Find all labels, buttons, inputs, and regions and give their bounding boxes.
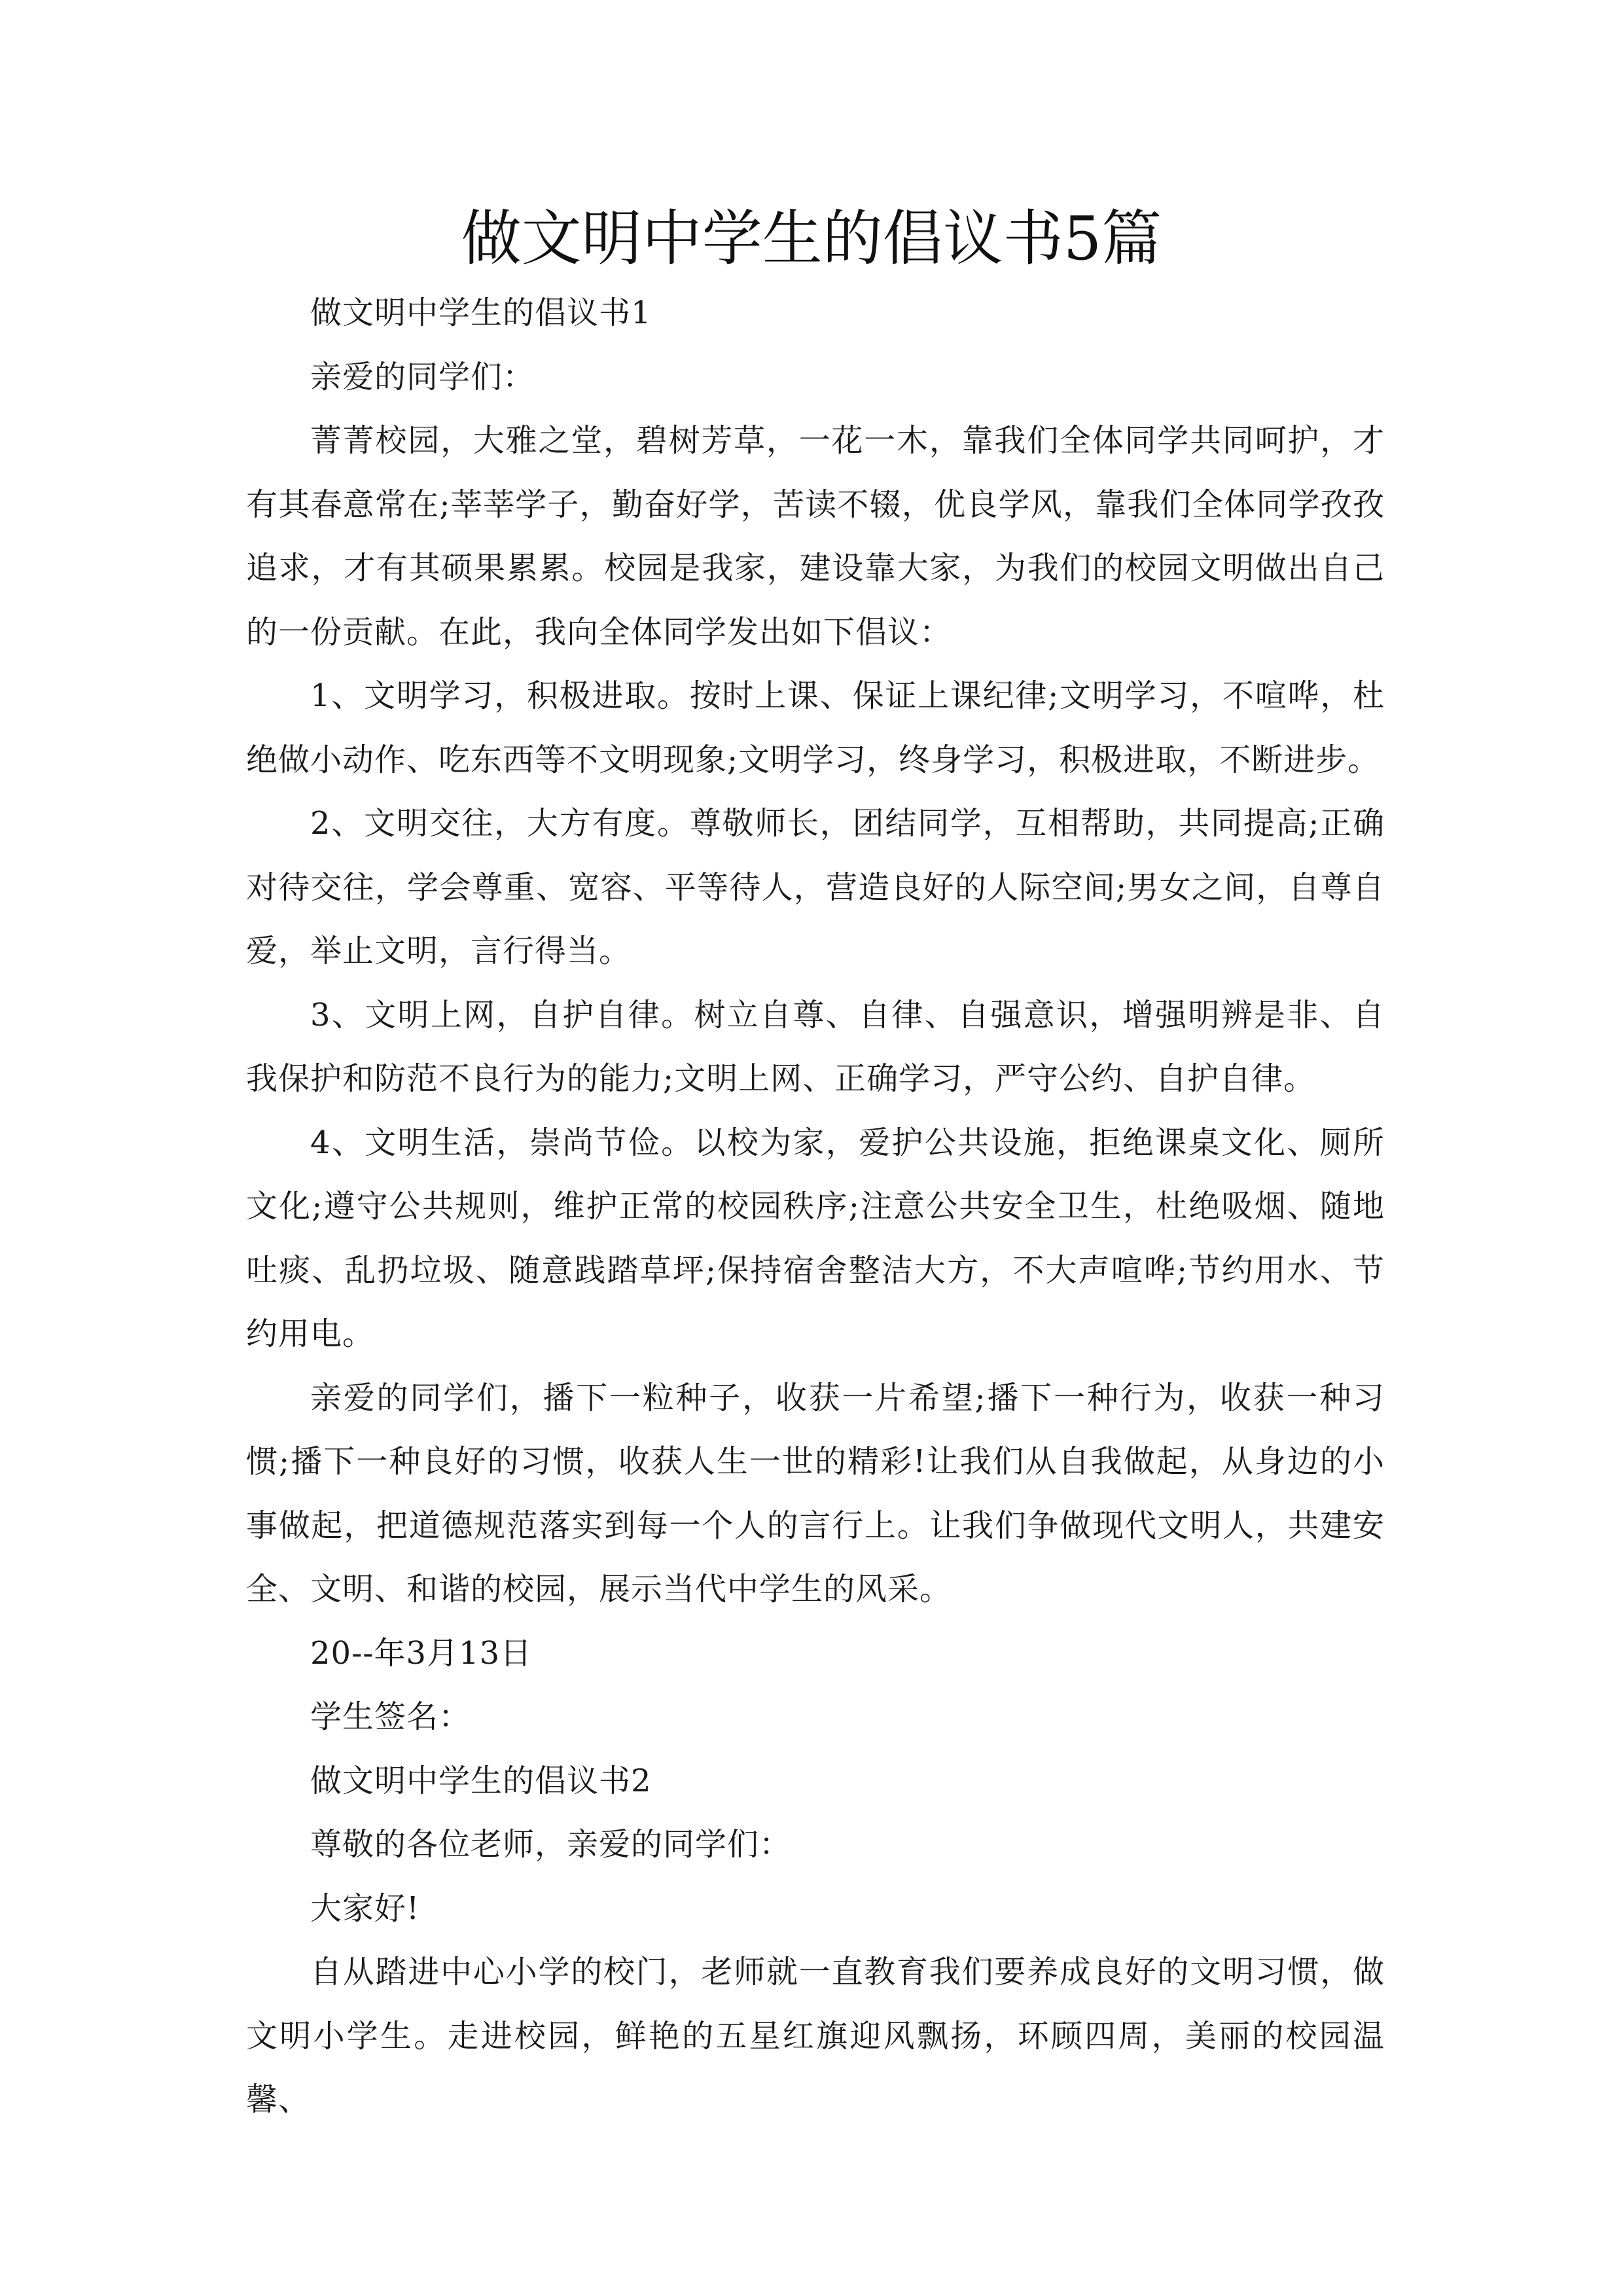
signature-line: 学生签名： (310, 1698, 471, 1735)
subheading-letter-1: 做文明中学生的倡议书1 (310, 295, 652, 331)
document-title: 做文明中学生的倡议书5篇 (461, 204, 1162, 274)
document-body (246, 281, 1385, 2132)
salutation-2: 尊敬的各位老师，亲爱的同学们： (310, 1826, 792, 1863)
subheading-letter-2: 做文明中学生的倡议书2 (310, 1762, 652, 1799)
proposal-item-1: 1、文明学习，积极进取。按时上课、保证上课纪律;文明学习，不喧哗，杜绝做小动作、吃东西等不文明现象;文明学习，终身学习，积极进取，不断进步。 (246, 677, 1385, 778)
body-paragraph-2: 自从踏进中心小学的校门，老师就一直教育我们要养成良好的文明习惯，做文明小学生。走进校园，鲜艳的五星红旗迎风飘扬，环顾四周，美丽的校园温馨、 (246, 1954, 1385, 2118)
proposal-item-4: 4、文明生活，崇尚节俭。以校为家，爱护公共设施，拒绝课桌文化、厕所文化;遵守公共规则，维护正常的校园秩序;注意公共安全卫生，杜绝吸烟、随地吐痰、乱扔垃圾、随意践踏草坪;保持宿舍整洁大方，不大声喧哗;节约用水、节约用电。 (246, 1124, 1385, 1352)
date-line: 20--年3月13日 (310, 1634, 533, 1672)
body-paragraph: 菁菁校园，大雅之堂，碧树芳草，一花一木，靠我们全体同学共同呵护，才有其春意常在;莘莘学子，勤奋好学，苦读不辍，优良学风，靠我们全体同学孜孜追求，才有其硕果累累。校园是我家，建设靠大家，为我们的校园文明做出自己的一份贡献。在此，我向全体同学发出如下倡议： (246, 422, 1385, 651)
closing-paragraph: 亲爱的同学们，播下一粒种子，收获一片希望;播下一种行为，收获一种习惯;播下一种良好的习惯，收获人生一世的精彩!让我们从自我做起，从身边的小事做起，把道德规范落实到每一个人的言行上。让我们争做现代文明人，共建安全、文明、和谐的校园，展示当代中学生的风采。 (246, 1379, 1385, 1607)
proposal-item-2: 2、文明交往，大方有度。尊敬师长，团结同学，互相帮助，共同提高;正确对待交往，学会尊重、宽容、平等待人，营造良好的人际空间;男女之间，自尊自爱，举止文明，言行得当。 (246, 805, 1385, 969)
salutation: 亲爱的同学们： (310, 358, 535, 395)
proposal-item-3: 3、文明上网，自护自律。树立自尊、自律、自强意识，增强明辨是非、自我保护和防范不良行为的能力;文明上网、正确学习，严守公约、自护自律。 (246, 996, 1385, 1097)
greeting: 大家好! (310, 1890, 420, 1927)
